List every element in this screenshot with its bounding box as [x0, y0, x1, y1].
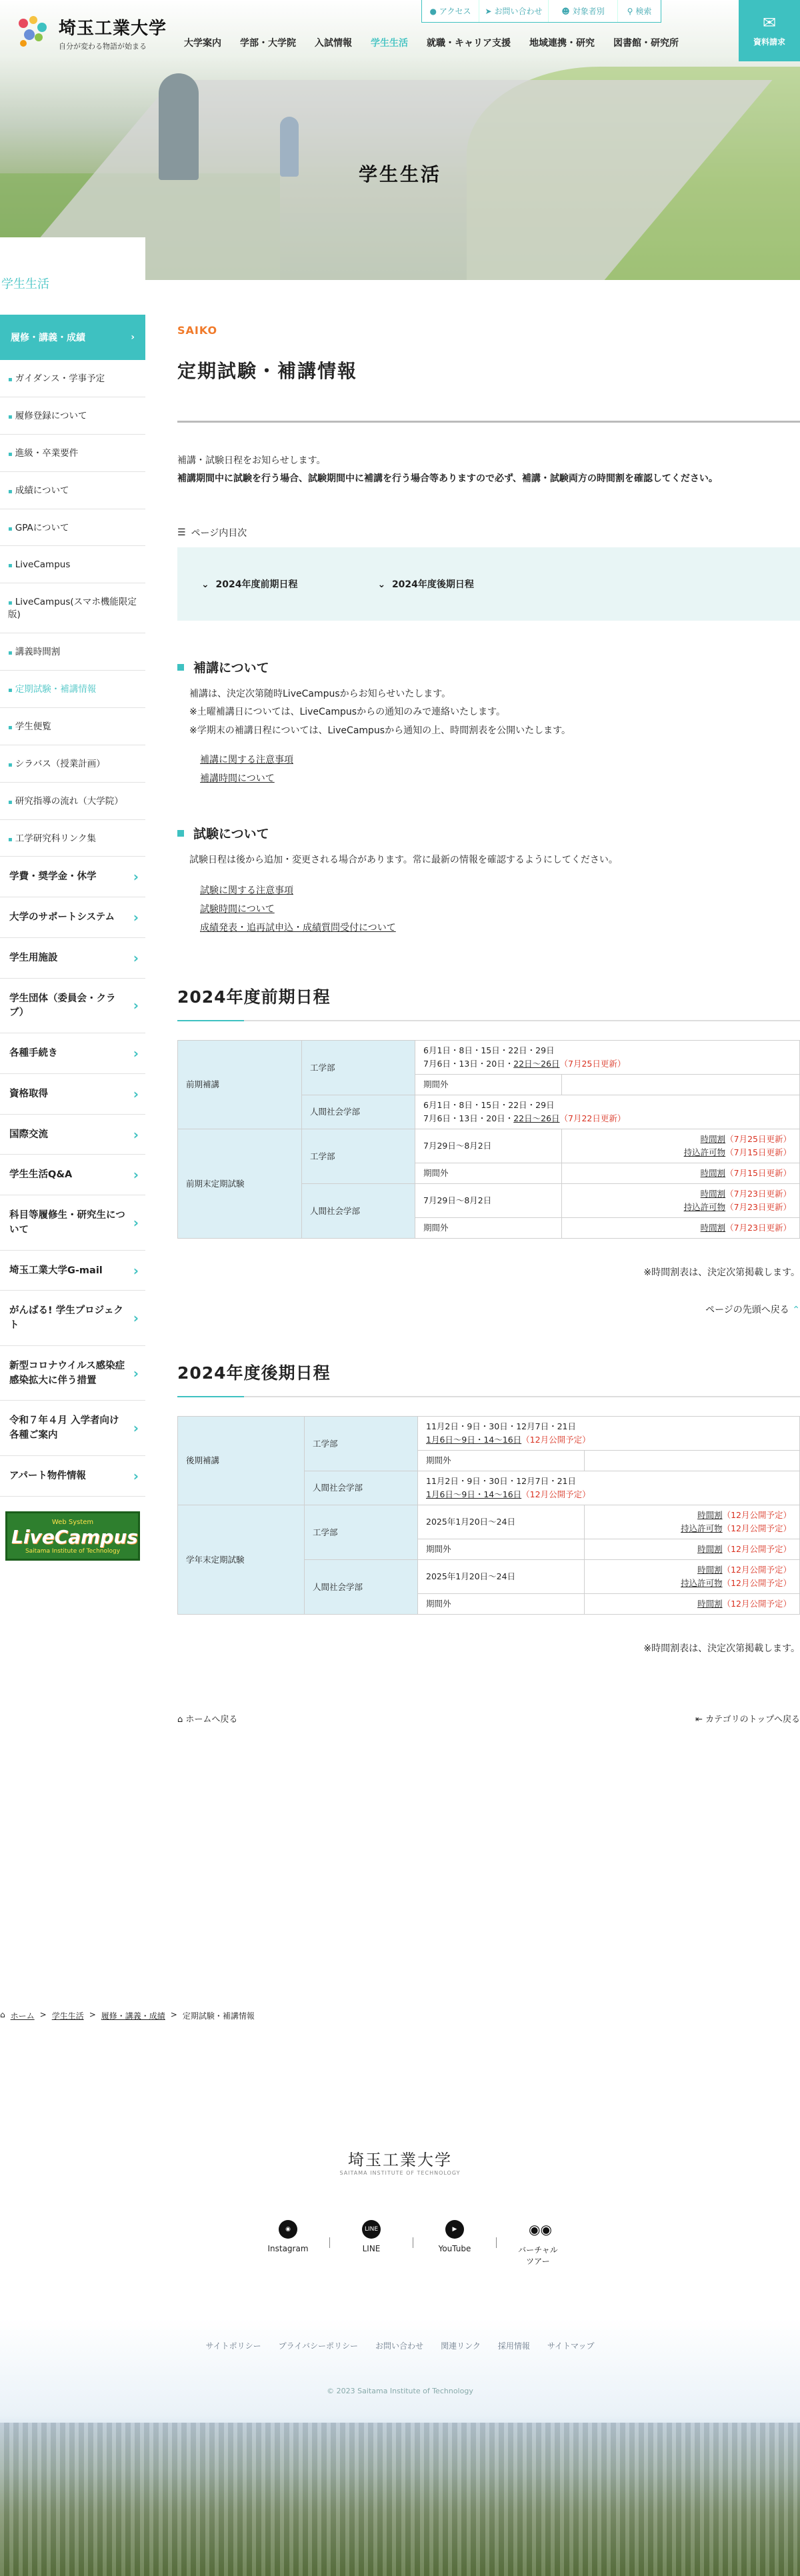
- table-cell: 11月2日・9日・30日・12月7日・21日 1月6日〜9日・14〜16日（12月公開予定）: [418, 1471, 800, 1505]
- breadcrumb-student-life[interactable]: 学生生活: [51, 2011, 84, 2021]
- breadcrumb-current: 定期試験・補講情報: [182, 2011, 255, 2021]
- koki-hoko-hum-link[interactable]: 1月6日〜9日・14〜16日: [426, 1489, 522, 1500]
- breadcrumb: ⌂ ホーム > 学生生活 > 履修・講義・成績 > 定期試験・補講情報: [0, 2010, 255, 2021]
- zenki-exam-hum-items-link[interactable]: 持込許可物: [683, 1202, 726, 1213]
- site-logo[interactable]: [15, 13, 167, 52]
- zenki-note: ※時間割表は、決定次第掲載します。: [643, 1267, 800, 1279]
- footer-link-site-policy[interactable]: サイトポリシー: [205, 2341, 261, 2351]
- logo-name: 埼玉工業大学: [59, 18, 167, 39]
- table-cell: 時間割（12月公開予定）: [585, 1539, 800, 1560]
- table-cell: 人間社会学部: [305, 1471, 418, 1505]
- koki-hoko-eng-link[interactable]: 1月6日〜9日・14〜16日: [426, 1435, 522, 1445]
- zenki-exam-hum-out-link[interactable]: 時間割: [700, 1223, 726, 1233]
- table-cell: 時間割（12月公開予定）: [585, 1594, 800, 1615]
- sidebar-cat-qa[interactable]: 学生生活Q&A ›: [0, 1155, 145, 1195]
- category-top-link[interactable]: ⇤ カテゴリのトップへ戻る: [695, 1715, 800, 1725]
- table-cell: [562, 1075, 800, 1095]
- table-cell: 人間社会学部: [302, 1095, 415, 1129]
- brand-label: SAIKO: [177, 324, 218, 337]
- table-cell: 時間割（7月25日更新） 持込許可物（7月15日更新）: [562, 1129, 800, 1163]
- city-landscape-image: [0, 2423, 800, 2576]
- title-divider: [177, 421, 800, 423]
- global-nav: [175, 36, 688, 49]
- sidebar-cat-procedures[interactable]: 各種手続き ›: [0, 1033, 145, 1074]
- table-cell: 11月2日・9日・30日・12月7日・21日 1月6日〜9日・14〜16日（12月公開予定）: [418, 1417, 800, 1451]
- footer-link-recruit[interactable]: 採用情報: [497, 2341, 530, 2351]
- send-icon: ➤: [485, 6, 492, 16]
- hero-title: 学生生活: [358, 163, 441, 185]
- hoko-notice-link[interactable]: 補講に関する注意事項: [200, 755, 293, 766]
- copyright: © 2023 Saitama Institute of Technology: [327, 2387, 473, 2395]
- footer-link-contact[interactable]: お問い合わせ: [375, 2341, 424, 2351]
- youtube-link[interactable]: ▶ YouTube: [413, 2220, 496, 2253]
- sidebar-cat-covid[interactable]: 新型コロナウイルス感染症 感染拡大に伴う措置 ›: [0, 1346, 145, 1401]
- youtube-icon: ▶: [445, 2220, 464, 2239]
- logo-tagline: 自分が変わる物語が始まる: [59, 41, 147, 51]
- table-cell: 工学部: [302, 1129, 415, 1184]
- table-cell: 6月1日・8日・15日・22日・29日 7月6日・13日・20日・22日〜26日（7月25日更新）: [415, 1041, 800, 1075]
- pin-icon: ●: [429, 6, 437, 16]
- table-cell: 時間割（7月23日更新）: [562, 1218, 800, 1239]
- nav-student-life[interactable]: 学生生活: [371, 38, 408, 49]
- nav-about[interactable]: 大学案内: [184, 38, 221, 49]
- hoko-heading: 補講について: [177, 658, 800, 676]
- koki-exam-eng-timetable-link[interactable]: 時間割: [697, 1510, 723, 1521]
- table-cell: 時間割（7月15日更新）: [562, 1163, 800, 1184]
- footer-link-sitemap[interactable]: サイトマップ: [547, 2341, 595, 2351]
- zenki-heading: 2024年度前期日程: [177, 984, 800, 1021]
- table-cell: 人間社会学部: [305, 1560, 418, 1615]
- sidebar-item-syllabus[interactable]: ▪ シラバス（授業計画）: [0, 745, 145, 783]
- page-title: 定期試験・補講情報: [177, 360, 358, 382]
- chevron-down-icon: ⌄: [377, 579, 386, 591]
- sidebar-item-gpa[interactable]: ▪ GPAについて: [0, 509, 145, 547]
- sidebar-item-exams[interactable]: ▪ 定期試験・補講情報: [0, 671, 145, 708]
- koki-exam-eng-items-link[interactable]: 持込許可物: [681, 1523, 723, 1534]
- sidebar-item-grades[interactable]: ▪ 成績について: [0, 472, 145, 509]
- sidebar-item-guidance[interactable]: ▪ ガイダンス・学事予定: [0, 360, 145, 397]
- sidebar-cat-facilities[interactable]: 学生用施設 ›: [0, 938, 145, 979]
- table-cell: 工学部: [302, 1041, 415, 1095]
- search-icon: ⚲: [627, 6, 633, 16]
- sidebar-cat-projects[interactable]: がんばる! 学生プロジェクト ›: [0, 1291, 145, 1346]
- sidebar-item-graduation[interactable]: ▪ 進級・卒業要件: [0, 435, 145, 472]
- table-cell: 2025年1月20日〜24日: [418, 1505, 585, 1539]
- table-cell: 人間社会学部: [302, 1184, 415, 1239]
- shiken-time-link[interactable]: 試験時間について: [200, 904, 275, 915]
- instagram-link[interactable]: ◉ Instagram: [247, 2220, 329, 2253]
- zenki-hoko-hum-link[interactable]: 22日〜26日: [513, 1113, 560, 1124]
- koki-note: ※時間割表は、決定次第掲載します。: [643, 1643, 800, 1655]
- sidebar-item-livecampus-mobile[interactable]: ▪ LiveCampus(スマホ機能限定版): [0, 583, 145, 633]
- virtual-tour-link[interactable]: ◉◉ バーチャルツアー: [518, 2221, 558, 2266]
- table-cell: 前期末定期試験: [178, 1129, 302, 1239]
- chevron-down-icon: ⌄: [201, 579, 209, 591]
- toc-label: ☰ ページ内目次: [177, 527, 247, 539]
- page-bottom-nav: [177, 1712, 800, 1725]
- table-cell: 工学部: [305, 1505, 418, 1560]
- sidebar-item-livecampus[interactable]: ▪ LiveCampus: [0, 546, 145, 583]
- table-cell: 時間割（12月公開予定） 持込許可物（12月公開予定）: [585, 1505, 800, 1539]
- arrow-left-bar-icon: ⇤: [695, 1715, 703, 1725]
- koki-exam-hum-timetable-link[interactable]: 時間割: [697, 1565, 723, 1575]
- footer-logo[interactable]: 埼玉工業大学 SAITAMA INSTITUTE OF TECHNOLOGY: [339, 2151, 461, 2176]
- breadcrumb-home[interactable]: ホーム: [10, 2011, 35, 2021]
- sidebar-item-handbook[interactable]: ▪ 学生便覧: [0, 708, 145, 745]
- audience-link[interactable]: ☻ 対象者別: [549, 0, 618, 22]
- hoko-time-link[interactable]: 補講時間について: [200, 773, 275, 785]
- footer-links: [0, 2340, 800, 2351]
- zenki-exam-eng-out-link[interactable]: 時間割: [700, 1168, 726, 1179]
- sidebar-item-timetable[interactable]: ▪ 講義時間割: [0, 633, 145, 671]
- table-cell: 期間外: [418, 1451, 585, 1471]
- koki-table: [177, 1416, 800, 1615]
- table-cell: 学年末定期試験: [178, 1505, 305, 1615]
- sidebar-cat-fees[interactable]: 学費・奨学金・休学 ›: [0, 857, 145, 897]
- sns-links: [247, 2220, 579, 2267]
- back-to-top-link[interactable]: ページの先頭へ戻る ⌃: [177, 1303, 800, 1316]
- nav-library[interactable]: 図書館・研究所: [613, 38, 679, 49]
- sidebar-cat-freshmen[interactable]: 令和７年４月 入学者向け 各種ご案内 ›: [0, 1401, 145, 1456]
- request-materials-button[interactable]: ✉ 資料請求: [739, 0, 800, 61]
- sidebar-item-grad-links[interactable]: ▪ 工学研究科リンク集: [0, 820, 145, 857]
- list-icon: ☰: [177, 527, 186, 539]
- sidebar-cat-apartments[interactable]: アパート物件情報 ›: [0, 1456, 145, 1497]
- access-link[interactable]: ● アクセス: [422, 0, 479, 22]
- site-header: [0, 0, 800, 61]
- zenki-exam-eng-items-link[interactable]: 持込許可物: [683, 1147, 726, 1158]
- table-cell: 2025年1月20日〜24日: [418, 1560, 585, 1594]
- binoculars-icon: ◉◉: [529, 2221, 552, 2237]
- sidebar-heading[interactable]: 学生生活: [0, 237, 145, 315]
- koki-heading: 2024年度後期日程: [177, 1360, 800, 1397]
- shiken-heading: 試験について: [177, 824, 800, 842]
- envelope-icon: ✉: [762, 13, 777, 32]
- table-cell: 前期補講: [178, 1041, 302, 1129]
- zenki-table: [177, 1040, 800, 1239]
- zenki-exam-eng-timetable-link[interactable]: 時間割: [700, 1134, 726, 1145]
- contact-link[interactable]: ➤ お問い合わせ: [479, 0, 549, 22]
- sidebar-cat-gmail[interactable]: 埼玉工業大学G-mail ›: [0, 1251, 145, 1291]
- person-icon: ☻: [561, 6, 570, 16]
- table-cell: 期間外: [415, 1218, 562, 1239]
- sidebar-cat-international[interactable]: 国際交流 ›: [0, 1115, 145, 1155]
- table-cell: 期間外: [415, 1163, 562, 1184]
- intro-text: 補講・試験日程をお知らせします。 補講期間中に試験を行う場合、試験期間中に補講を行う場合等ありますので必ず、補講・試験両方の時間割を確認してください。: [177, 455, 718, 484]
- logo-mark-icon: [15, 13, 53, 52]
- livecampus-banner[interactable]: Web System LiveCampus Saitama Institute of Technology: [5, 1511, 140, 1561]
- nav-faculties[interactable]: 学部・大学院: [240, 38, 296, 49]
- table-cell: 期間外: [418, 1539, 585, 1560]
- sidebar-cat-nondegree[interactable]: 科目等履修生・研究生について ›: [0, 1195, 145, 1251]
- shiken-notice-link[interactable]: 試験に関する注意事項: [200, 885, 293, 897]
- sidebar-cat-support[interactable]: 大学のサポートシステム ›: [0, 897, 145, 938]
- grades-announce-link[interactable]: 成績発表・追再試申込・成績質問受付について: [200, 923, 396, 934]
- table-cell: 期間外: [418, 1594, 585, 1615]
- table-cell: 時間割（7月23日更新） 持込許可物（7月23日更新）: [562, 1184, 800, 1218]
- sidebar-sub-items: [0, 360, 145, 857]
- instagram-icon: ◉: [279, 2220, 297, 2239]
- toc-item-koki[interactable]: ⌄ 2024年度後期日程: [377, 579, 474, 591]
- zenki-exam-hum-timetable-link[interactable]: 時間割: [700, 1189, 726, 1199]
- koki-exam-eng-out-link[interactable]: 時間割: [697, 1544, 723, 1555]
- sidebar-categories: [0, 857, 145, 1496]
- nav-research[interactable]: 地域連携・研究: [529, 38, 595, 49]
- utility-nav: [421, 0, 661, 23]
- chevron-right-icon: ›: [131, 332, 135, 343]
- koki-exam-hum-out-link[interactable]: 時間割: [697, 1599, 723, 1609]
- nav-admissions[interactable]: 入試情報: [315, 38, 352, 49]
- zenki-hoko-eng-link[interactable]: 22日〜26日: [513, 1059, 560, 1069]
- table-cell: [585, 1451, 800, 1471]
- table-cell: 後期補講: [178, 1417, 305, 1505]
- sidebar: [0, 237, 145, 1561]
- table-cell: 7月29日〜8月2日: [415, 1129, 562, 1163]
- hoko-section: 補講について 補講は、決定次第随時LiveCampusからお知らせいたします。 ※土曜補講日については、LiveCampusからの通知のみで連絡いたします。 ※学期末の補講日程については、LiveCampusから通知の上、時間割表を公開いたします。 補講に関する注意事項 補講時間について: [177, 658, 800, 788]
- sidebar-cat-certification[interactable]: 資格取得 ›: [0, 1074, 145, 1115]
- breadcrumb-courses[interactable]: 履修・講義・成績: [101, 2011, 165, 2021]
- toc-item-zenki[interactable]: ⌄ 2024年度前期日程: [201, 579, 298, 591]
- main-content: [177, 324, 800, 1725]
- home-icon: ⌂: [177, 1715, 183, 1725]
- nav-career[interactable]: 就職・キャリア支援: [427, 38, 511, 49]
- footer-link-privacy[interactable]: プライバシーポリシー: [278, 2341, 359, 2351]
- sidebar-item-registration[interactable]: ▪ 履修登録について: [0, 397, 145, 435]
- table-cell: 6月1日・8日・15日・22日・29日 7月6日・13日・20日・22日〜26日（7月22日更新）: [415, 1095, 800, 1129]
- sidebar-cat-clubs[interactable]: 学生団体（委員会・クラブ） ›: [0, 979, 145, 1034]
- table-cell: 工学部: [305, 1417, 418, 1471]
- home-icon: ⌂: [0, 2010, 5, 2019]
- sidebar-item-research-guidance[interactable]: ▪ 研究指導の流れ（大学院）: [0, 783, 145, 820]
- table-cell: 期間外: [415, 1075, 562, 1095]
- search-link[interactable]: ⚲ 検索: [627, 6, 652, 16]
- line-icon: LINE: [362, 2220, 381, 2239]
- shiken-section: 試験について 試験日程は後から追加・変更される場合があります。常に最新の情報を確認するようにしてください。 試験に関する注意事項 試験時間について 成績発表・追再試申込・成績質問受付について: [177, 824, 800, 937]
- footer-link-related[interactable]: 関連リンク: [441, 2341, 481, 2351]
- sidebar-current-category[interactable]: 履修・講義・成績 ›: [0, 315, 145, 360]
- table-cell: 7月29日〜8月2日: [415, 1184, 562, 1218]
- koki-exam-hum-items-link[interactable]: 持込許可物: [681, 1578, 723, 1589]
- home-link[interactable]: ⌂ ホームへ戻る: [177, 1715, 238, 1725]
- page-toc: [177, 547, 800, 621]
- site-footer: [0, 2040, 800, 2576]
- table-cell: 時間割（12月公開予定） 持込許可物（12月公開予定）: [585, 1560, 800, 1594]
- line-link[interactable]: LINE LINE: [330, 2220, 413, 2253]
